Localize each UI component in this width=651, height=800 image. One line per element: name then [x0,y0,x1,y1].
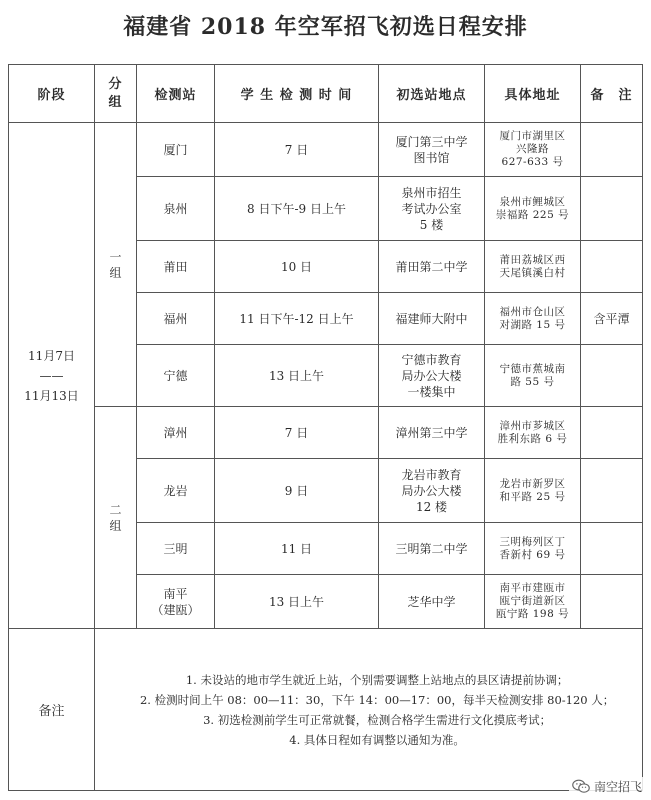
address-cell: 厦门市湖里区 兴隆路 627-633 号 [485,123,581,177]
station-cell: 莆田 [137,241,215,293]
time-cell: 13 日上午 [215,575,379,629]
station-cell: 泉州 [137,177,215,241]
site-cell: 厦门第三中学 图书馆 [379,123,485,177]
time-cell: 7 日 [215,123,379,177]
time-cell: 9 日 [215,459,379,523]
wechat-watermark [569,777,645,796]
address-cell: 宁德市蕉城南 路 55 号 [485,345,581,407]
time-cell: 11 日 [215,523,379,575]
station-cell: 厦门 [137,123,215,177]
header-time: 学 生 检 测 时 间 [215,65,379,123]
group-one-cell: 一 组 [95,123,137,407]
time-cell: 11 日下午-12 日上午 [215,293,379,345]
station-cell: 宁德 [137,345,215,407]
time-cell: 10 日 [215,241,379,293]
site-cell: 福建师大附中 [379,293,485,345]
header-row [9,65,643,123]
station-cell: 龙岩 [137,459,215,523]
station-cell: 三明 [137,523,215,575]
remark-cell [581,345,643,407]
address-cell: 龙岩市新罗区 和平路 25 号 [485,459,581,523]
time-cell: 8 日下午-9 日上午 [215,177,379,241]
table-row [9,407,643,459]
table-row [9,123,643,177]
site-cell: 宁德市教育 局办公大楼 一楼集中 [379,345,485,407]
site-cell: 漳州第三中学 [379,407,485,459]
address-cell: 三明梅列区丁 香新村 69 号 [485,523,581,575]
site-cell: 三明第二中学 [379,523,485,575]
watermark-text: 南空招飞 [593,780,642,794]
stage-cell: 11月7日 —— 11月13日 [9,123,95,629]
page-title: 福建省 2018 年空军招飞初选日程安排 [123,14,528,40]
station-cell: 漳州 [137,407,215,459]
note-item: 4. 具体日程如有调整以通知为准。 [289,732,465,747]
note-item: 1. 未设站的地市学生就近上站，个别需要调整上站地点的县区请提前协调； [185,672,569,687]
site-cell: 泉州市招生 考试办公室 5 楼 [379,177,485,241]
address-cell: 福州市仓山区 对湖路 15 号 [485,293,581,345]
site-cell: 莆田第二中学 [379,241,485,293]
remark-cell [581,407,643,459]
notes-cell [95,629,643,791]
note-item: 3. 初选检测前学生可正常就餐，检测合格学生需进行文化摸底考试； [203,712,552,727]
remark-cell [581,575,643,629]
site-cell: 龙岩市教育 局办公大楼 12 楼 [379,459,485,523]
address-cell: 南平市建瓯市 瓯宁街道新区 瓯宁路 198 号 [485,575,581,629]
wechat-icon [572,779,590,794]
address-cell: 泉州市鲤城区 崇福路 225 号 [485,177,581,241]
note-item: 2. 检测时间上午 08：00—11：30，下午 14：00—17：00，每半天检测安排 80-120 人； [139,692,615,707]
header-site: 初选站地点 [379,65,485,123]
station-cell: 南平 （建瓯） [137,575,215,629]
header-station: 检测站 [137,65,215,123]
schedule-table [8,64,643,791]
header-address: 具体地址 [485,65,581,123]
header-group: 分 组 [95,65,137,123]
remark-cell: 含平潭 [581,293,643,345]
remark-cell [581,177,643,241]
time-cell: 7 日 [215,407,379,459]
station-cell: 福州 [137,293,215,345]
address-cell: 漳州市芗城区 胜利东路 6 号 [485,407,581,459]
remark-cell [581,241,643,293]
remark-cell [581,123,643,177]
header-remark: 备 注 [581,65,643,123]
notes-row [9,629,643,791]
header-stage: 阶段 [9,65,95,123]
address-cell: 莆田荔城区西 天尾镇溪白村 [485,241,581,293]
group-two-cell: 二 组 [95,407,137,629]
site-cell: 芝华中学 [379,575,485,629]
remark-cell [581,459,643,523]
notes-label: 备注 [9,629,95,791]
remark-cell [581,523,643,575]
time-cell: 13 日上午 [215,345,379,407]
